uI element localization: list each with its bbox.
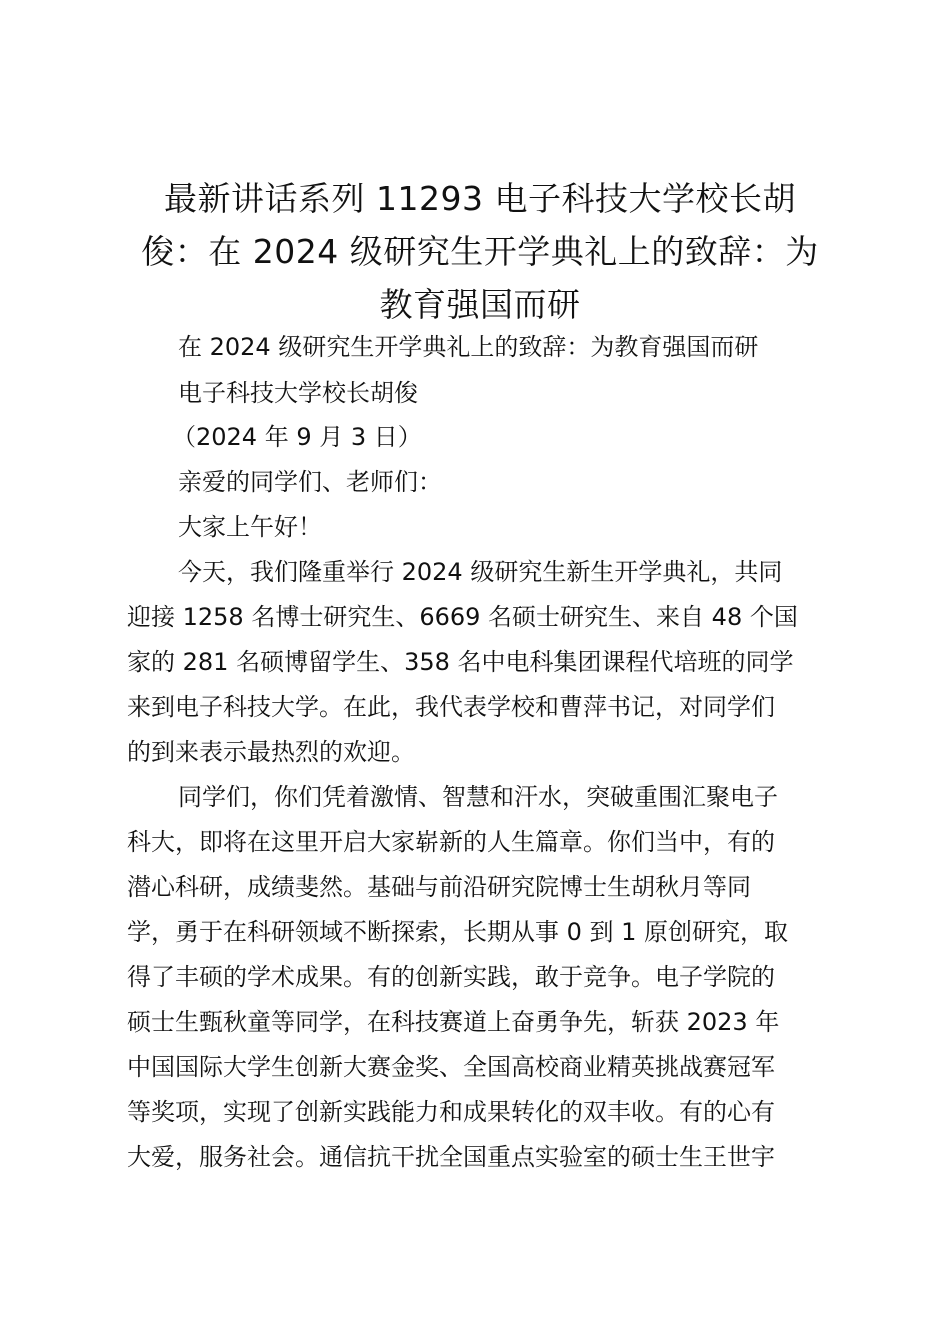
greeting: 大家上午好！	[178, 513, 322, 541]
paragraph-line: 的到来表示最热烈的欢迎。	[127, 738, 415, 766]
speech-date: （2024 年 9 月 3 日）	[172, 423, 422, 451]
paragraph-line: 等奖项，实现了创新实践能力和成果转化的双丰收。有的心有	[127, 1098, 775, 1126]
title-line-1: 最新讲话系列 11293 电子科技大学校长胡	[164, 179, 796, 218]
title-line-2: 俊：在 2024 级研究生开学典礼上的致辞：为	[141, 232, 819, 271]
document-title	[120, 172, 840, 331]
paragraph-line: 家的 281 名硕博留学生、358 名中电科集团课程代培班的同学	[127, 648, 794, 676]
paragraph-line: 今天，我们隆重举行 2024 级研究生新生开学典礼，共同	[178, 558, 783, 586]
paragraph-line: 学，勇于在科研领域不断探索，长期从事 0 到 1 原创研究，取	[127, 918, 789, 946]
paragraph-line: 潜心科研，成绩斐然。基础与前沿研究院博士生胡秋月等同	[127, 873, 751, 901]
paragraph-line: 迎接 1258 名博士研究生、6669 名硕士研究生、来自 48 个国	[127, 603, 798, 631]
paragraph-line: 得了丰硕的学术成果。有的创新实践，敢于竞争。电子学院的	[127, 963, 775, 991]
paragraph-line: 同学们，你们凭着激情、智慧和汗水，突破重围汇聚电子	[178, 783, 778, 811]
paragraph-line: 来到电子科技大学。在此，我代表学校和曹萍书记，对同学们	[127, 693, 775, 721]
speaker-line: 电子科技大学校长胡俊	[178, 379, 418, 407]
paragraph-line: 科大，即将在这里开启大家崭新的人生篇章。你们当中，有的	[127, 828, 775, 856]
paragraph-line: 硕士生甄秋童等同学，在科技赛道上奋勇争先，斩获 2023 年	[127, 1008, 780, 1036]
speech-subtitle: 在 2024 级研究生开学典礼上的致辞：为教育强国而研	[178, 333, 759, 361]
paragraph-line: 大爱，服务社会。通信抗干扰全国重点实验室的硕士生王世宇	[127, 1143, 775, 1171]
title-line-3: 教育强国而研	[379, 285, 581, 324]
salutation: 亲爱的同学们、老师们：	[178, 468, 442, 496]
paragraph-line: 中国国际大学生创新大赛金奖、全国高校商业精英挑战赛冠军	[127, 1053, 775, 1081]
